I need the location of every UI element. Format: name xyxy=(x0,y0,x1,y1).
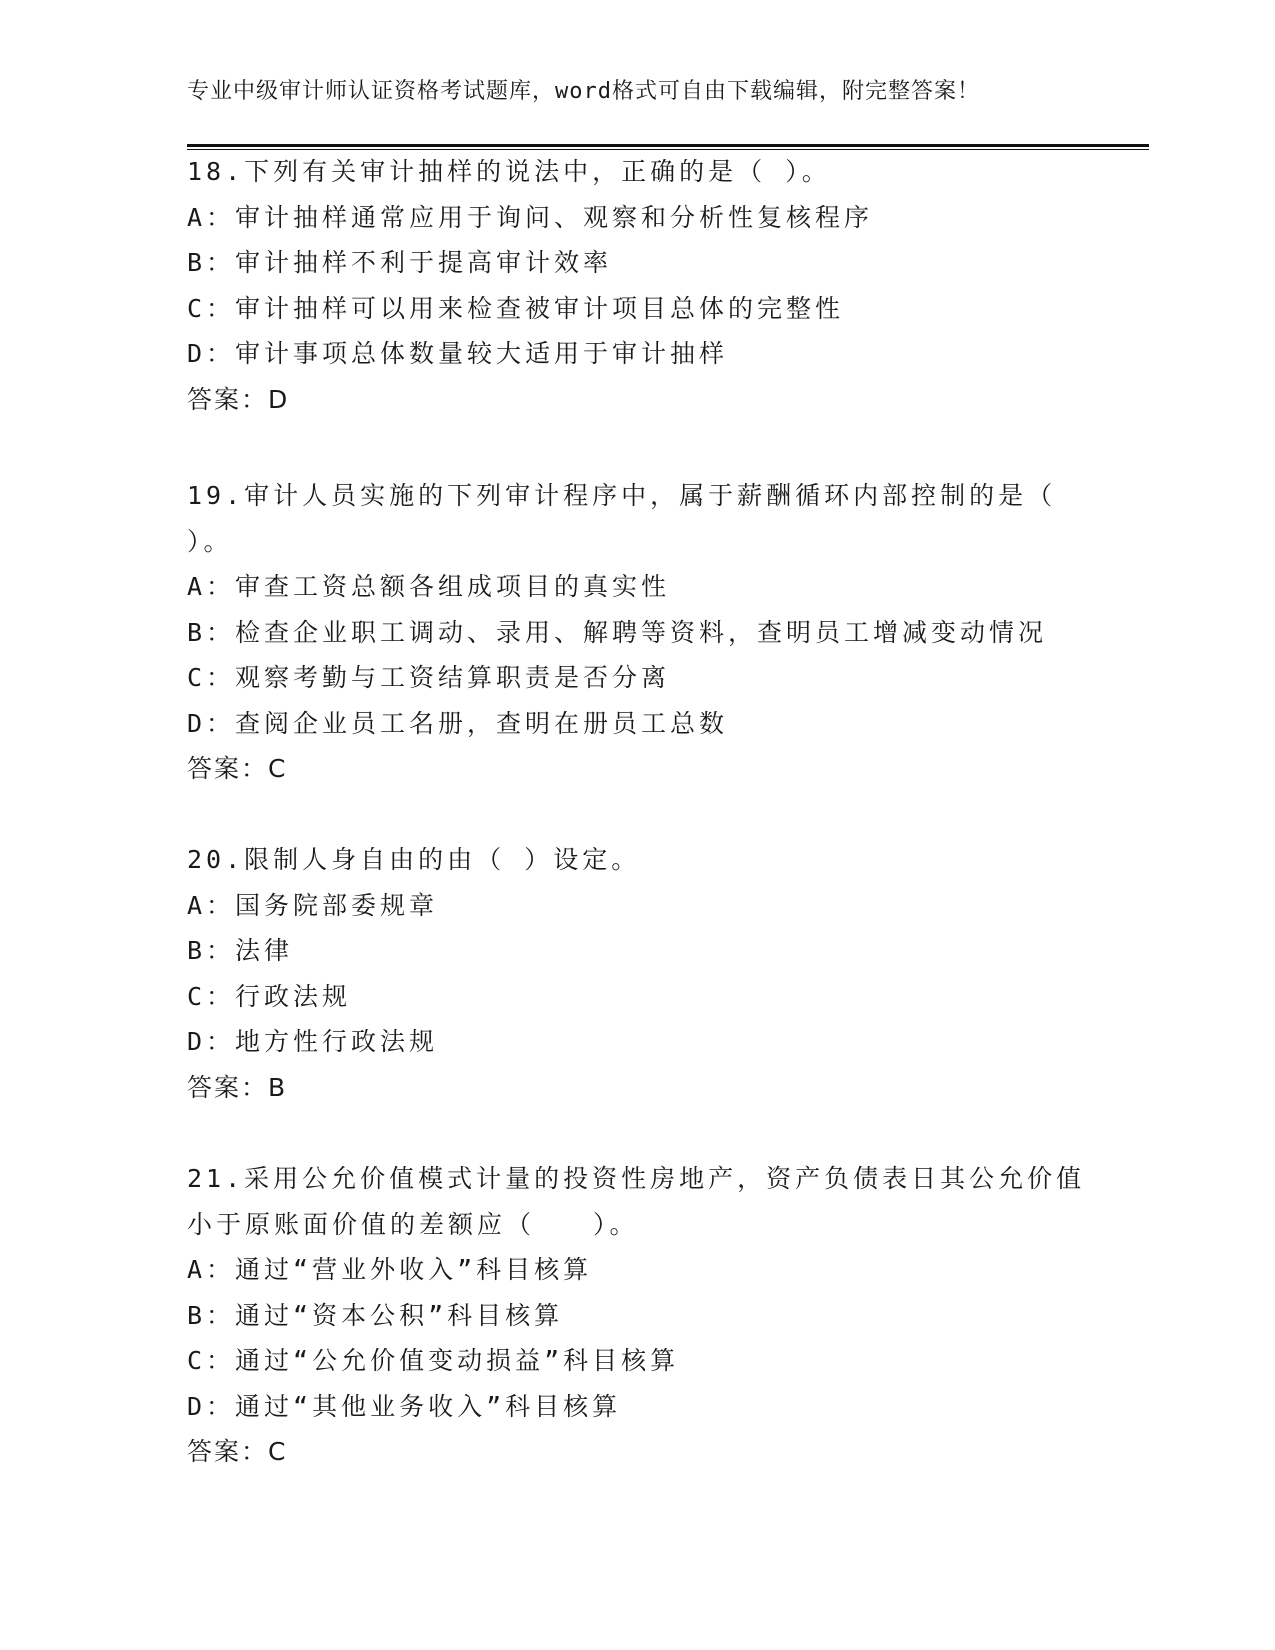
option-a: A：审查工资总额各组成项目的真实性 xyxy=(187,572,671,601)
option-a: A：通过“营业外收入”科目核算 xyxy=(187,1255,593,1284)
option-d: D：查阅企业员工名册，查明在册员工总数 xyxy=(187,708,729,738)
option-a: A：国务院部委规章 xyxy=(187,890,439,920)
option-c: C：行政法规 xyxy=(187,981,352,1011)
question-18 xyxy=(187,149,1087,422)
option-d: D：地方性行政法规 xyxy=(187,1027,439,1056)
question-stem: 21.采用公允价值模式计量的投资性房地产，资产负债表日其公允价值 xyxy=(187,1164,1086,1193)
option-c: C：观察考勤与工资结算职责是否分离 xyxy=(187,663,671,692)
option-a: A：审计抽样通常应用于询问、观察和分析性复核程序 xyxy=(187,202,874,232)
option-b: B：法律 xyxy=(187,936,294,965)
question-20 xyxy=(187,837,1087,1110)
answer: 答案：B xyxy=(187,1072,288,1102)
question-stem: 18.下列有关审计抽样的说法中，正确的是（ ）。 xyxy=(187,157,831,186)
option-b: B：审计抽样不利于提高审计效率 xyxy=(187,248,613,277)
page-header: 专业中级审计师认证资格考试题库，word格式可自由下载编辑，附完整答案！ xyxy=(187,79,980,104)
option-d: D：通过“其他业务收入”科目核算 xyxy=(187,1391,622,1421)
question-stem: 20.限制人身自由的由（ ）设定。 xyxy=(187,845,641,874)
option-d: D：审计事项总体数量较大适用于审计抽样 xyxy=(187,339,729,368)
question-19 xyxy=(187,473,1087,792)
answer: 答案：D xyxy=(187,384,290,414)
answer: 答案：C xyxy=(187,1437,288,1466)
option-b: B：检查企业职工调动、录用、解聘等资料，查明员工增减变动情况 xyxy=(187,617,1048,647)
question-stem-continued: ）。 xyxy=(187,526,233,556)
question-21 xyxy=(187,1156,1087,1475)
option-c: C：审计抽样可以用来检查被审计项目总体的完整性 xyxy=(187,293,845,323)
question-stem: 19.审计人员实施的下列审计程序中，属于薪酬循环内部控制的是（ xyxy=(187,481,1057,510)
question-stem-continued: 小于原账面价值的差额应（ ）。 xyxy=(187,1209,639,1239)
option-b: B：通过“资本公积”科目核算 xyxy=(187,1300,564,1330)
option-c: C：通过“公允价值变动损益”科目核算 xyxy=(187,1346,680,1375)
answer: 答案：C xyxy=(187,754,288,783)
